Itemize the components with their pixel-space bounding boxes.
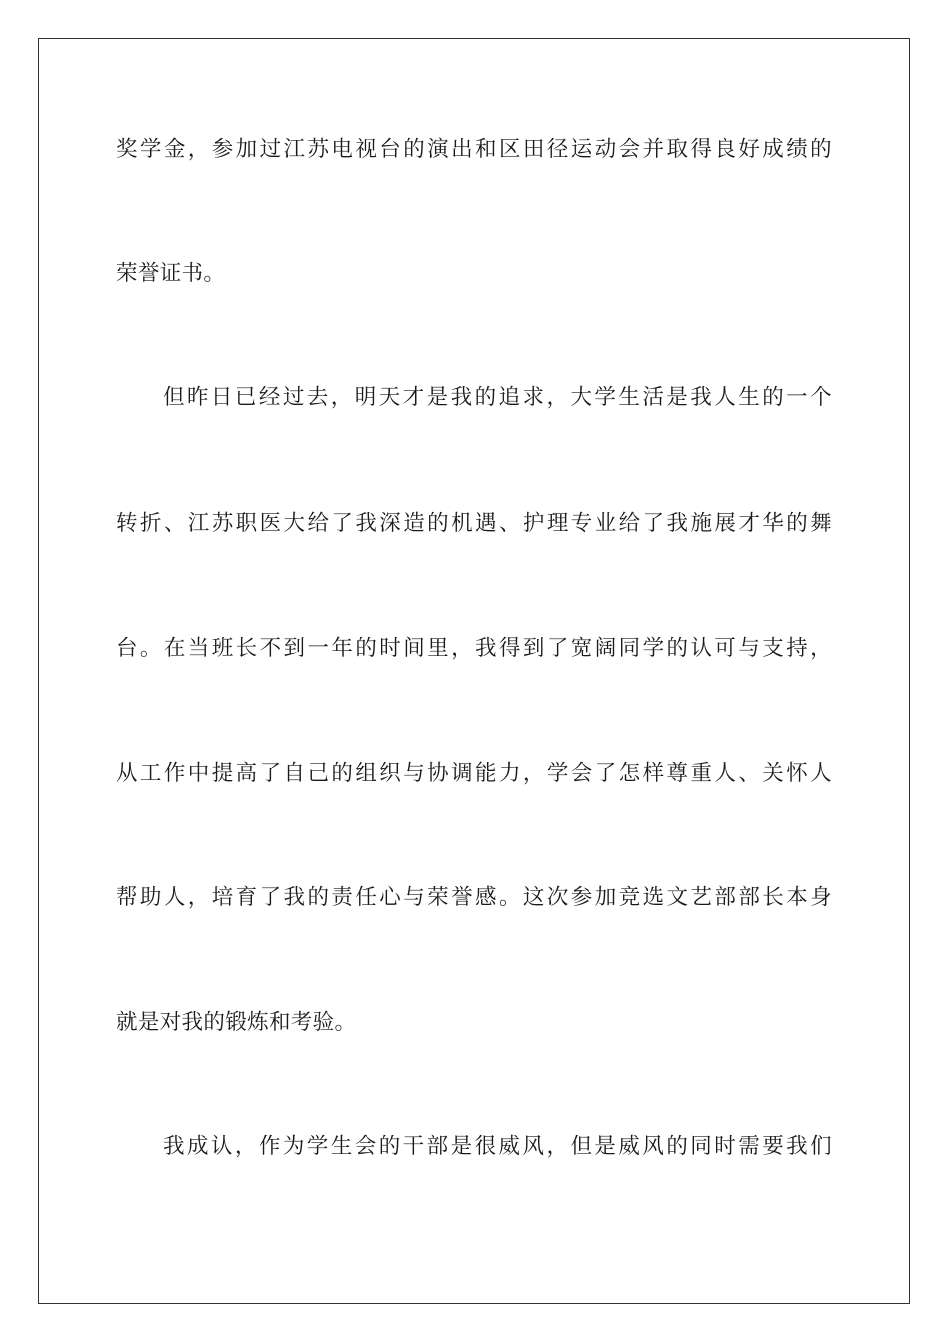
text-line-1: 奖学金，参加过江苏电视台的演出和区田径运动会并取得良好成绩的 — [116, 137, 832, 162]
paragraph-2-line-4: 从工作中提高了自己的组织与协调能力，学会了怎样尊重人、关怀人 — [116, 761, 832, 786]
text-line-2: 荣誉证书。 — [116, 261, 226, 286]
paragraph-2-line-2: 转折、江苏职医大给了我深造的机遇、护理专业给了我施展才华的舞 — [116, 511, 832, 536]
paragraph-3-line-1: 我成认，作为学生会的干部是很威风，但是威风的同时需要我们 — [163, 1134, 832, 1159]
paragraph-2-line-3: 台。在当班长不到一年的时间里，我得到了宽阔同学的认可与支持， — [116, 636, 832, 661]
paragraph-2-line-5: 帮助人，培育了我的责任心与荣誉感。这次参加竞选文艺部部长本身 — [116, 885, 832, 910]
paragraph-2-line-1: 但昨日已经过去，明天才是我的追求，大学生活是我人生的一个 — [163, 385, 832, 410]
page-border — [38, 38, 910, 1304]
paragraph-2-line-6: 就是对我的锻炼和考验。 — [116, 1010, 357, 1035]
